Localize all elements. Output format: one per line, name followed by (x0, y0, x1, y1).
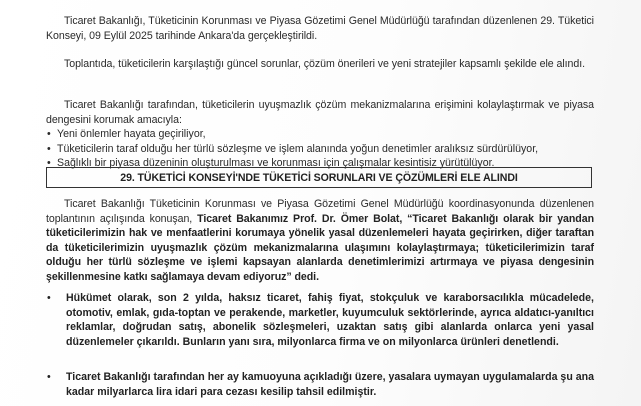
achievement-bullet-1 (46, 291, 594, 349)
speech-paragraph (46, 197, 594, 284)
speech-quote: “Ticaret Bakanlığı olarak bir yandan tüketicilerimizin hak ve menfaatlerini korumaya yönelik yasal düzenlemeleri hayata geçirirken, diğer taraftan da tüketicilerimizin uyuşmazlık çözüm mekanizmalarına ulaşımını kolaylaştırmaya; tüketicilerimizin taraf olduğu her türlü sözleşme ve işlemi kapsayan alanlarda denetimlerimizi artırmaya ve piyasa dengesinin şekillenmesine katkı sağlamaya devam ediyoruz” (46, 212, 594, 283)
intro-paragraph-1: Ticaret Bakanlığı, Tüketicinin Korunması ve Piyasa Gözetimi Genel Müdürlüğü tarafından düzenlenen 29. Tüketici Konseyi, 09 Eylül 2025 tarihinde Ankara'da gerçekleştirildi. (46, 15, 594, 42)
list-item-text: Hükümet olarak, son 2 yılda, haksız ticaret, fahiş fiyat, stokçuluk ve karaborsacılıkla mücadelede, otomotiv, emlak, gıda-toptan ve perakende, marketler, kuyumculuk sektörlerinde, ayrıca aldatıcı-yanıltıcı reklamlar, doğrudan satış, abonelik sözleşmeleri, uzaktan satış gibi alanlarda onlarca yeni yasal düzenlemeler çıkarıldı. Bunların yanı sıra, milyonlarca firma ve on milyonlarca ürünleri denetlendi. (66, 292, 594, 348)
achievement-bullet-2 (46, 370, 594, 399)
section-heading-text: 29. TÜKETİCİ KONSEYİ'NDE TÜKETİCİ SORUNLARI VE ÇÖZÜMLERİ ELE ALINDI (120, 171, 518, 184)
list-item (46, 291, 594, 349)
intro-bullet-list (46, 127, 594, 171)
list-item (46, 142, 594, 157)
list-item-text: Tüketicilerin taraf olduğu her türlü sözleşme ve işlem alanında yoğun denetimler aralıksız sürdürülüyor, (57, 142, 539, 155)
bullet-icon: • (47, 128, 51, 140)
list-item-text: Sağlıklı bir piyasa düzeninin oluşturulması ve korunması için çalışmalar kesintisiz yürütülüyor. (57, 157, 495, 169)
list-item-text: Yeni önlemler hayata geçiriliyor, (57, 128, 206, 140)
bullet-icon: • (47, 142, 51, 155)
speech-lead: Ticaret Bakanlığı Tüketicinin Korunması ve Piyasa Gözetimi Genel Müdürlüğü koordinasyonunda düzenlenen toplantının açılışında konuşan, (46, 198, 594, 225)
list-item-text: Ticaret Bakanlığı tarafından her ay kamuoyuna açıkladığı üzere, yasalara uymayan uygulamalarda şu ana kadar milyarlarca lira idari para cezası kesilip tahsil edilmiştir. (66, 371, 594, 398)
intro-paragraph-3: Ticaret Bakanlığı tarafından, tüketicilerin uyuşmazlık çözüm mekanizmalarına erişimini kolaylaştırmak ve piyasa dengesini korumak amacıyla: (46, 99, 594, 126)
list-item (46, 370, 594, 399)
speech-tail: dedi. (291, 270, 319, 283)
bullet-icon: • (47, 371, 51, 383)
speaker-name: Ticaret Bakanımız Prof. Dr. Ömer Bolat (197, 212, 400, 225)
bullet-icon: • (47, 292, 51, 304)
speech-separator: , (399, 212, 408, 225)
list-item (46, 127, 594, 142)
section-heading (46, 167, 592, 188)
intro-paragraph-2: Toplantıda, tüketicilerin karşılaştığı güncel sorunlar, çözüm önerileri ve yeni stratejiler kapsamlı şekilde ele alındı. (64, 58, 585, 70)
bullet-icon: • (47, 157, 51, 169)
